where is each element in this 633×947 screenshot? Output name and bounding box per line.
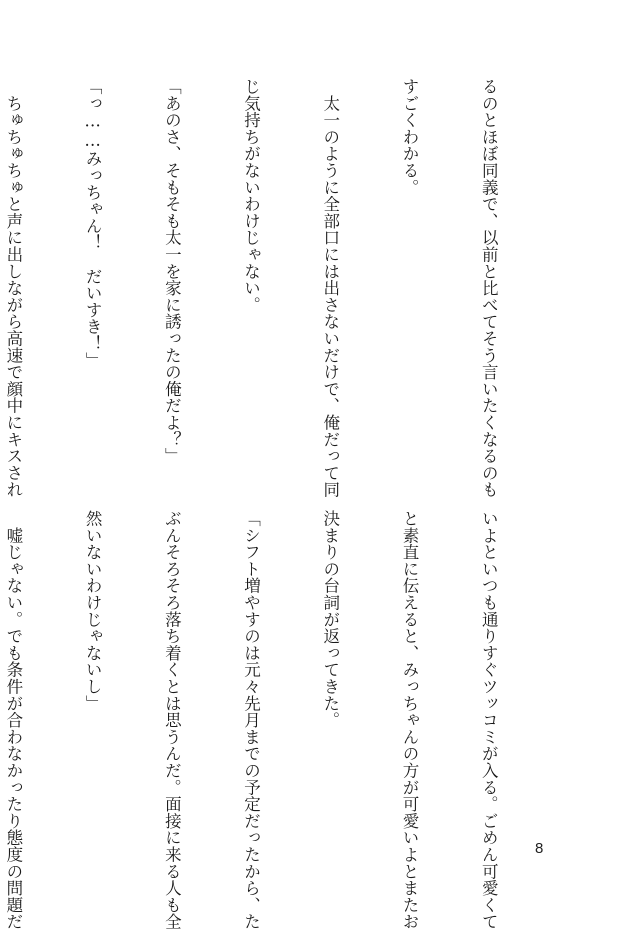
text-line: すごくわかる。 — [399, 78, 419, 196]
bottom-text-block — [0, 510, 554, 930]
text-line: 太一のように全部口には出さないだけで、俺だって同 — [320, 78, 340, 498]
text-line: と素直に伝えると、みっちゃんの方が可愛いよとまたお — [399, 510, 419, 930]
text-line: 決まりの台詞が返ってきた。 — [320, 510, 340, 729]
text-line: るのとほぼ同義で、以前と比べてそう言いたくなるのも — [479, 78, 499, 498]
text-line: 「っ……みっちゃん！ だいすき！」 — [83, 78, 103, 369]
text-line: 嘘じゃない。でも条件が合わなかったり態度の問題だ — [3, 510, 23, 930]
text-line: 然いないわけじゃないし」 — [83, 510, 103, 712]
text-line: 「シフト増やすのは元々先月までの予定だったから、た — [241, 510, 261, 930]
page-number: 8 — [535, 840, 544, 857]
text-line: 「あのさ、そもそも太一を家に誘ったの俺だよ？」 — [162, 78, 182, 465]
text-line: いよといつも通りすぐツッコミが入る。ごめん可愛くて — [479, 510, 499, 930]
top-text-block — [0, 78, 554, 498]
text-line: ぶんそろそろ落ち着くとは思うんだ。面接に来る人も全 — [162, 510, 182, 930]
text-line: じ気持ちがないわけじゃない。 — [241, 78, 261, 314]
text-line: ちゅちゅちゅと声に出しながら高速で顔中にキスされ — [3, 78, 23, 498]
